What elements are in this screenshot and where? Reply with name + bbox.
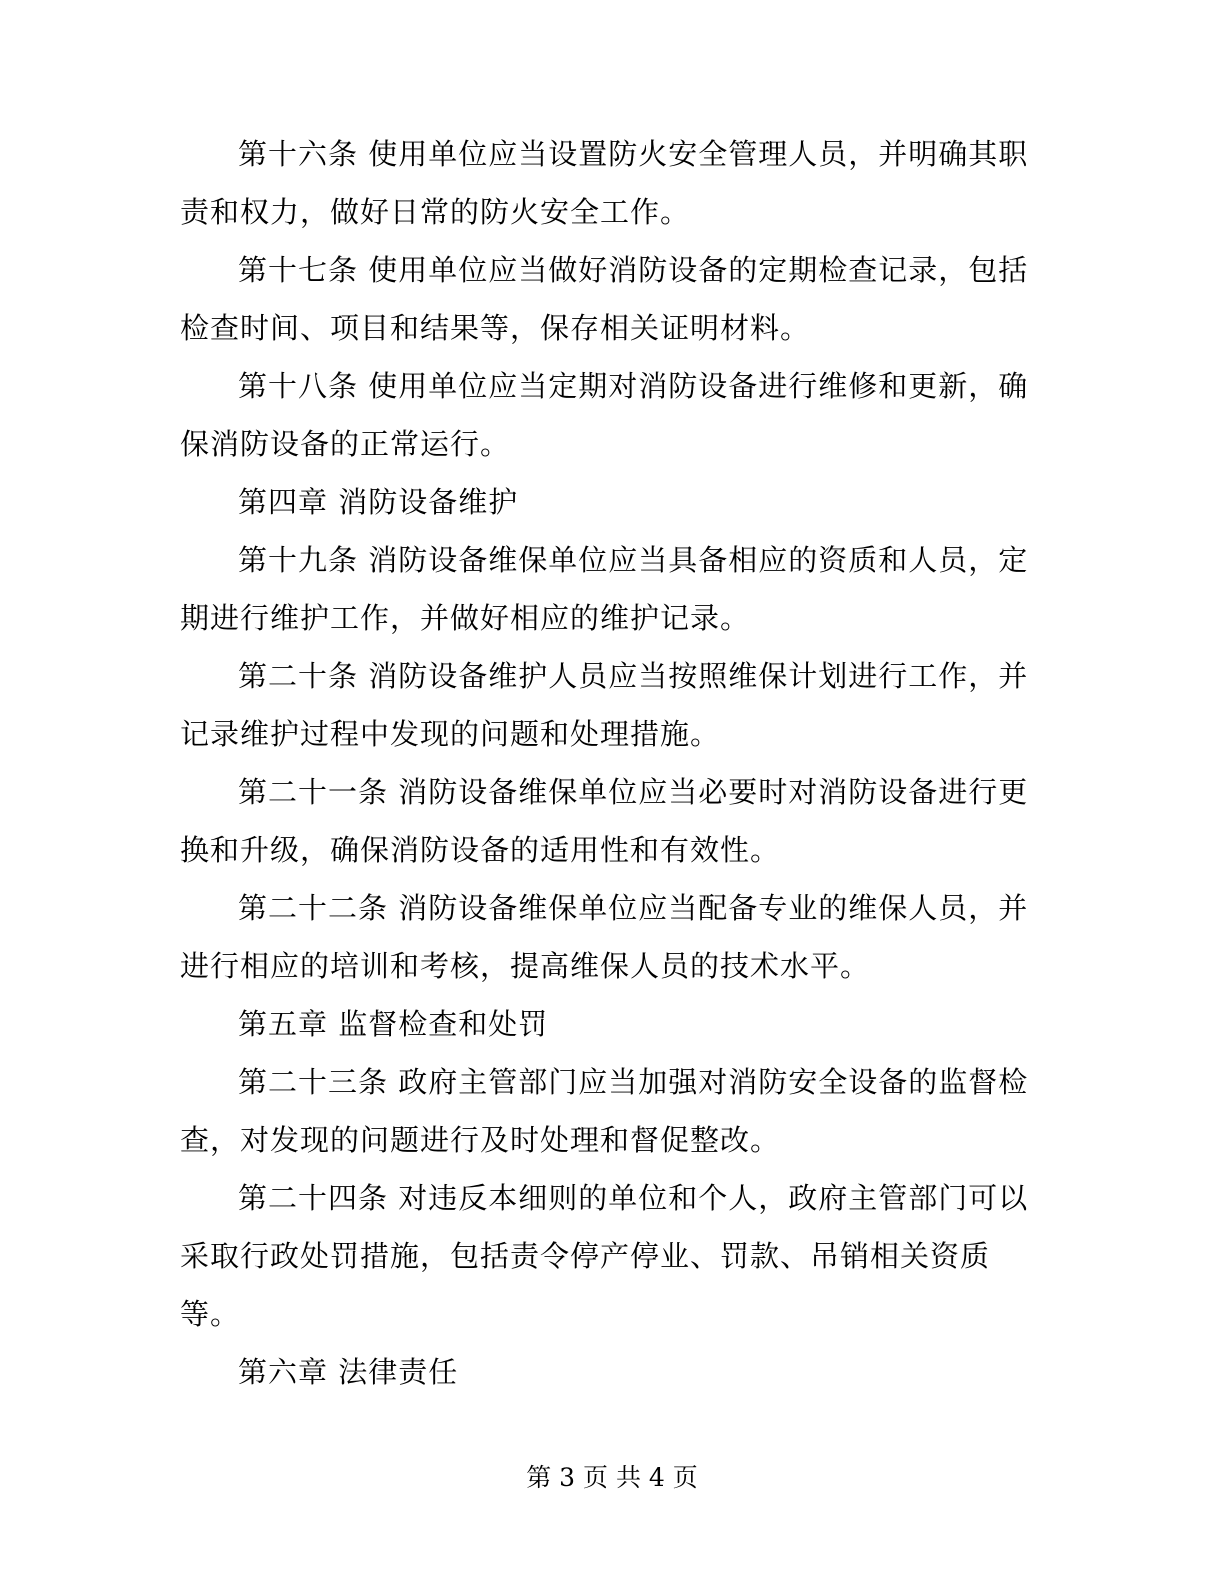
article-16-line-1: 第十六条 使用单位应当设置防火安全管理人员，并明确其职	[238, 137, 1029, 171]
article-23-line-2: 查，对发现的问题进行及时处理和督促整改。	[180, 1123, 781, 1157]
article-22-line-2: 进行相应的培训和考核，提高维保人员的技术水平。	[180, 949, 871, 983]
article-24-line-3: 等。	[180, 1297, 241, 1331]
article-22-line-1: 第二十二条 消防设备维保单位应当配备专业的维保人员，并	[238, 891, 1029, 925]
article-21-line-2: 换和升级，确保消防设备的适用性和有效性。	[180, 833, 781, 867]
article-19-line-1: 第十九条 消防设备维保单位应当具备相应的资质和人员，定	[238, 543, 1029, 577]
article-16-line-2: 责和权力，做好日常的防火安全工作。	[180, 195, 691, 229]
article-20-line-2: 记录维护过程中发现的问题和处理措施。	[180, 717, 721, 751]
chapter-6-heading: 第六章 法律责任	[238, 1355, 459, 1389]
chapter-5-heading: 第五章 监督检查和处罚	[238, 1007, 549, 1041]
article-17-line-2: 检查时间、项目和结果等，保存相关证明材料。	[180, 311, 811, 345]
chapter-4-heading: 第四章 消防设备维护	[238, 485, 519, 519]
article-18-line-2: 保消防设备的正常运行。	[180, 427, 511, 461]
page-number-footer: 第 3 页 共 4 页	[526, 1463, 698, 1492]
article-18-line-1: 第十八条 使用单位应当定期对消防设备进行维修和更新，确	[238, 369, 1029, 403]
article-20-line-1: 第二十条 消防设备维护人员应当按照维保计划进行工作，并	[238, 659, 1029, 693]
article-24-line-1: 第二十四条 对违反本细则的单位和个人，政府主管部门可以	[238, 1181, 1029, 1215]
article-21-line-1: 第二十一条 消防设备维保单位应当必要时对消防设备进行更	[238, 775, 1029, 809]
article-17-line-1: 第十七条 使用单位应当做好消防设备的定期检查记录，包括	[238, 253, 1029, 287]
article-19-line-2: 期进行维护工作，并做好相应的维护记录。	[180, 601, 751, 635]
article-24-line-2: 采取行政处罚措施，包括责令停产停业、罚款、吊销相关资质	[180, 1239, 991, 1273]
article-23-line-1: 第二十三条 政府主管部门应当加强对消防安全设备的监督检	[238, 1065, 1029, 1099]
